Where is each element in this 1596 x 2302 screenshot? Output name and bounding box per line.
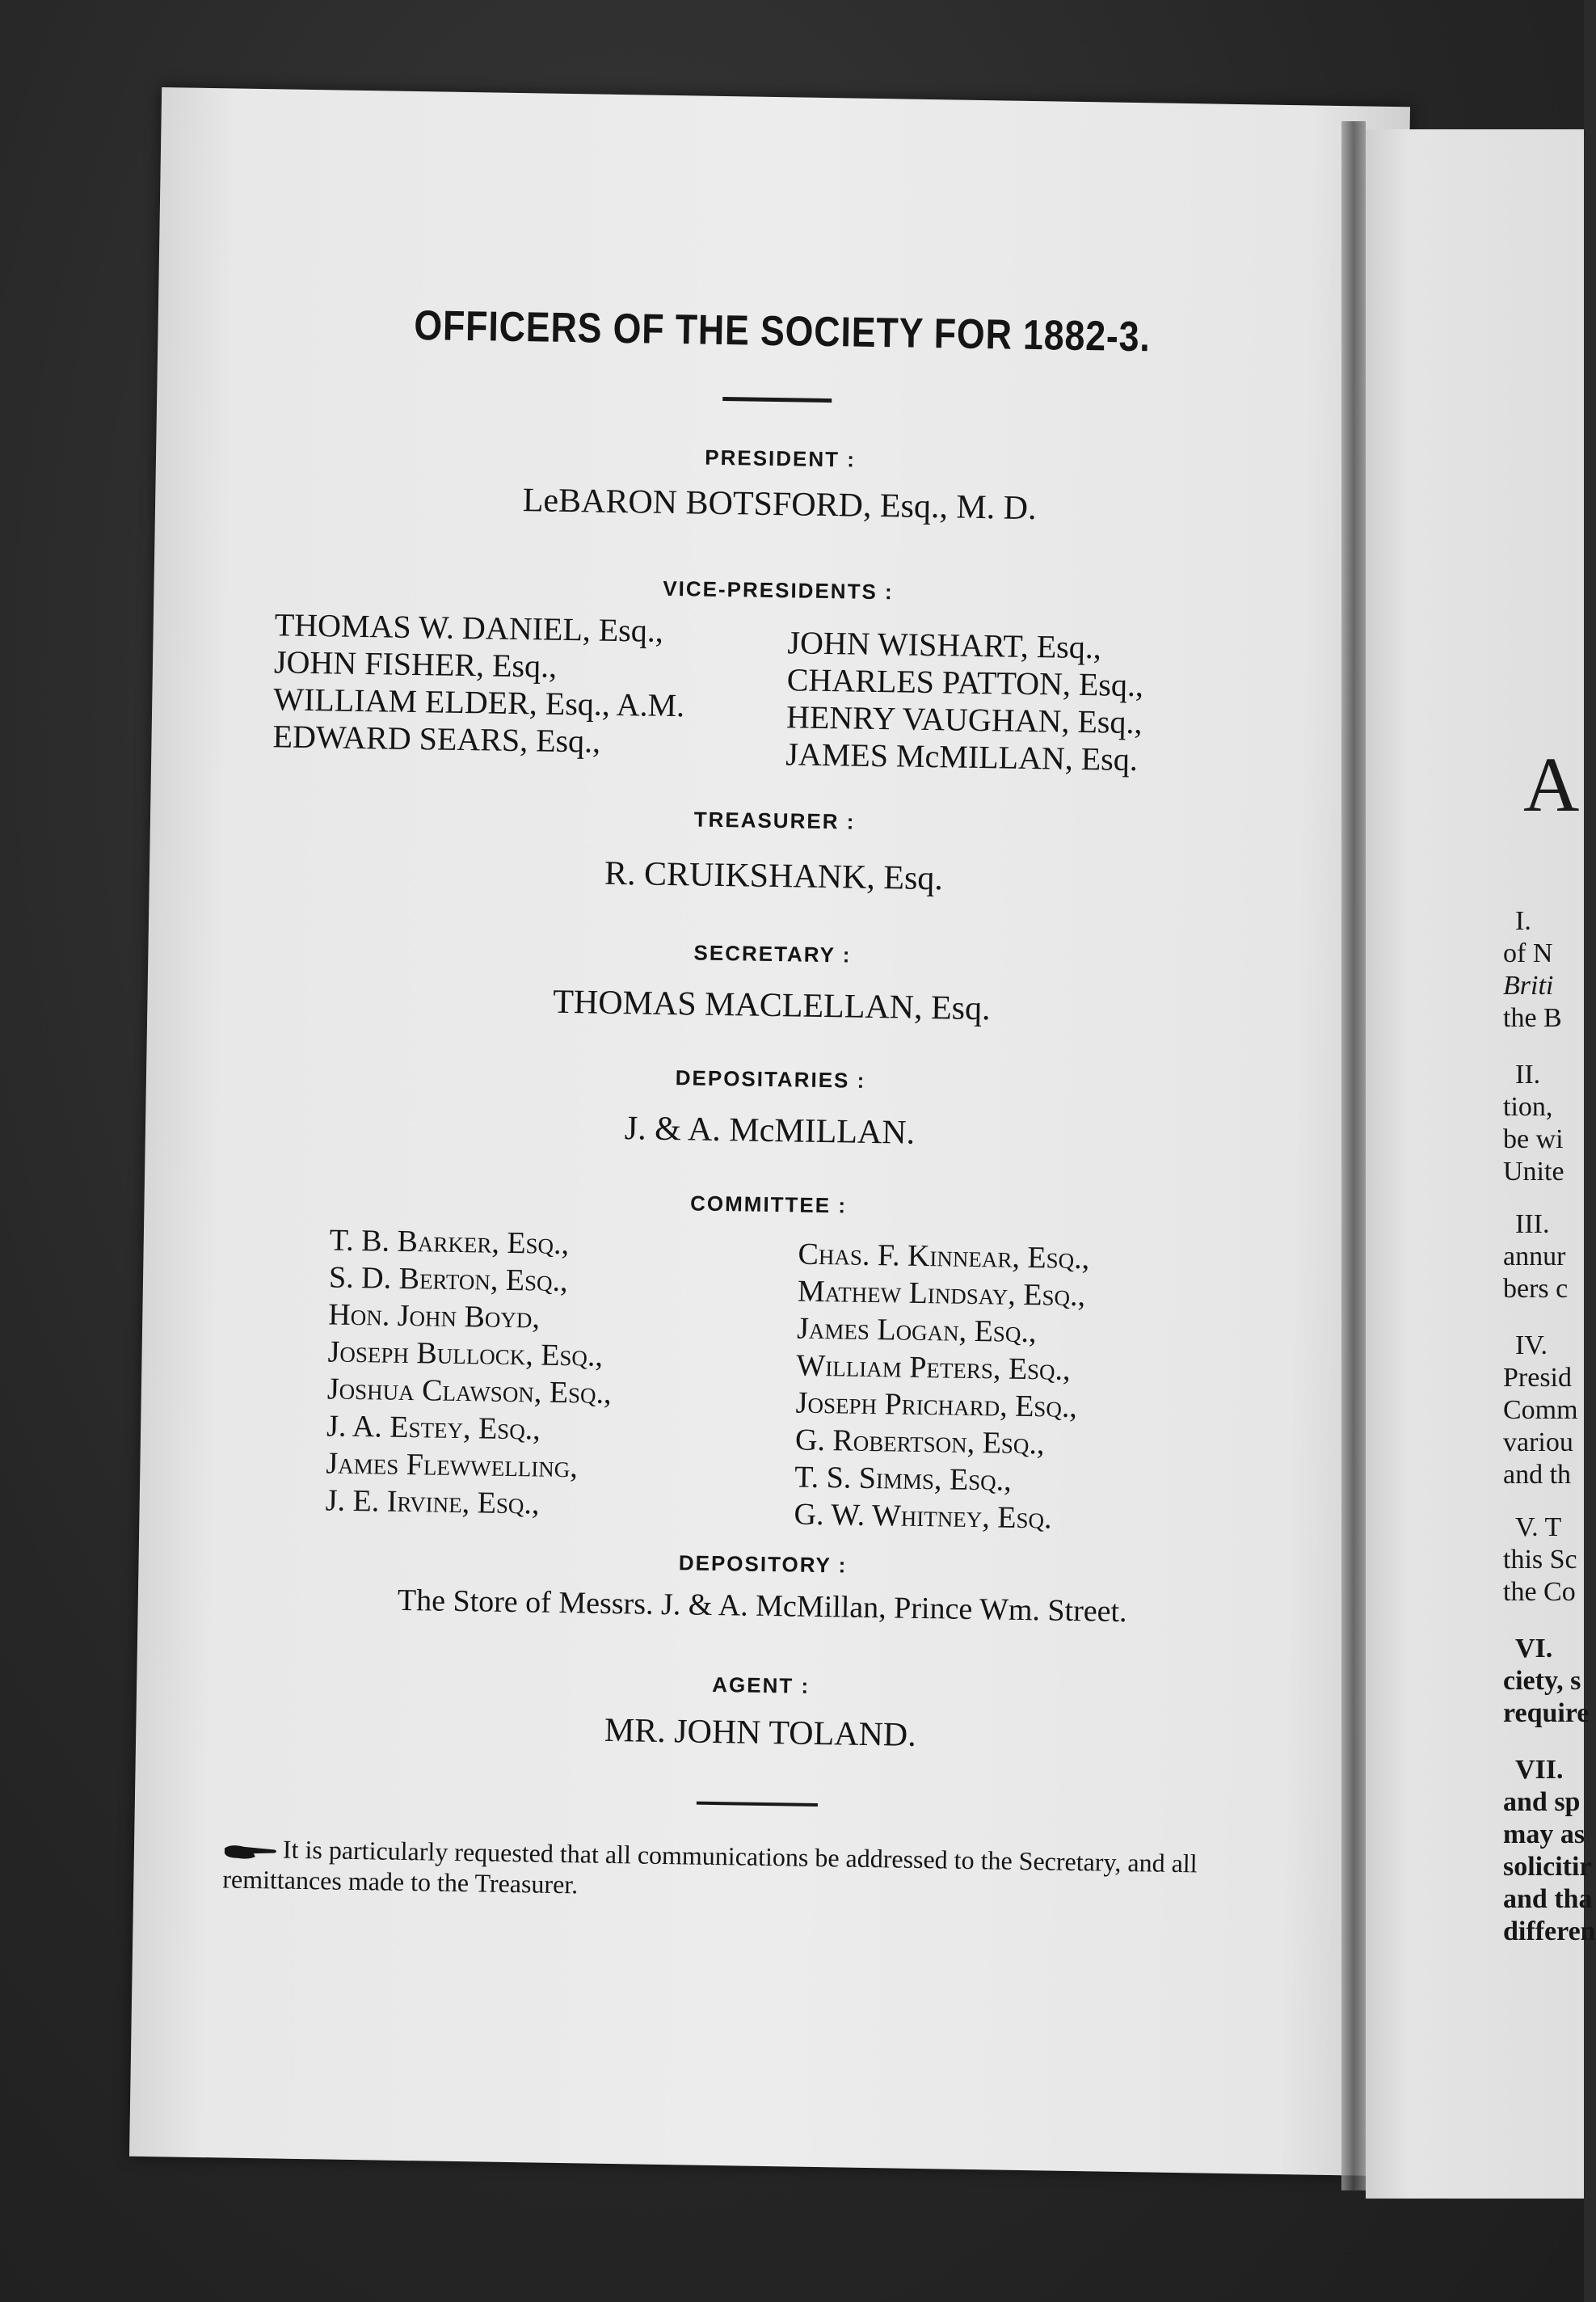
right-page-line: the B [1503, 1003, 1562, 1033]
vice-president-name: WILLIAM ELDER, Esq., A.M. [272, 681, 685, 724]
right-page-line: the Co [1503, 1577, 1576, 1607]
title-rule [722, 397, 832, 403]
committee-label: COMMITTEE : [689, 1191, 848, 1218]
vice-president-name: THOMAS W. DANIEL, Esq., [274, 606, 664, 649]
right-page-line: and tha [1503, 1884, 1593, 1914]
right-page-line: II. [1515, 1060, 1541, 1090]
committee-member: T. B. Barker, Esq., [329, 1223, 570, 1262]
agent-name: MR. JOHN TOLAND. [604, 1711, 917, 1754]
right-page-line: Briti [1503, 971, 1554, 1001]
right-page-line: be wi [1503, 1124, 1564, 1154]
book-gutter [1341, 121, 1366, 2190]
president-label: PRESIDENT : [705, 445, 857, 472]
committee-left-column [325, 1221, 613, 1523]
committee-member: G. W. Whitney, Esq. [794, 1497, 1052, 1536]
right-page-line: tion, [1503, 1092, 1553, 1122]
committee-member: Hon. John Boyd, [328, 1297, 541, 1335]
vice-president-name: JAMES McMILLAN, Esq. [785, 736, 1139, 778]
depositaries-label: DEPOSITARIES : [675, 1065, 866, 1093]
vice-presidents-label: VICE-PRESIDENTS : [663, 576, 894, 605]
right-page-line: require [1503, 1698, 1590, 1728]
committee-member: Joseph Bullock, Esq., [327, 1334, 604, 1373]
footer-rule [697, 1802, 818, 1807]
vice-presidents-right-column [785, 624, 1144, 778]
right-page-line: Comm [1503, 1395, 1578, 1425]
secretary-label: SECRETARY : [693, 940, 852, 968]
committee-member: James Flewwelling, [326, 1446, 579, 1485]
right-page-line: VI. [1515, 1634, 1553, 1663]
depository-label: DEPOSITORY : [678, 1550, 848, 1578]
right-page-line: Presid [1503, 1363, 1572, 1393]
committee-member: William Peters, Esq., [796, 1348, 1071, 1387]
right-page-line: V. T [1515, 1512, 1562, 1542]
right-page-line: variou [1503, 1427, 1573, 1457]
right-page-line: IV. [1515, 1330, 1548, 1360]
committee-member: S. D. Berton, Esq., [328, 1260, 568, 1299]
depositaries-name: J. & A. McMILLAN. [624, 1110, 916, 1152]
president-name: LeBARON BOTSFORD, Esq., M. D. [522, 482, 1037, 528]
right-page-line: annur [1503, 1242, 1566, 1271]
show-through-text: ​ [397, 440, 399, 539]
vice-president-name: EDWARD SEARS, Esq., [272, 718, 601, 760]
page-title: OFFICERS OF THE SOCIETY FOR 1882-3. [413, 301, 1152, 361]
right-page-line: of N [1503, 938, 1553, 968]
vice-president-name: CHARLES PATTON, Esq., [786, 661, 1144, 704]
pointing-hand-icon [223, 1841, 280, 1861]
committee-member: Mathew Lindsay, Esq., [797, 1274, 1086, 1313]
left-page [129, 87, 1410, 2176]
right-page-line: this Sc [1503, 1545, 1577, 1575]
committee-member: G. Robertson, Esq., [794, 1423, 1045, 1461]
committee-right-column [794, 1236, 1089, 1538]
treasurer-label: TREASURER : [693, 807, 856, 834]
committee-member: James Logan, Esq., [796, 1311, 1037, 1350]
right-page-line: VII. [1515, 1755, 1564, 1785]
right-page-line: and sp [1503, 1787, 1581, 1817]
secretary-name: THOMAS MACLELLAN, Esq. [552, 983, 991, 1028]
committee-member: Chas. F. Kinnear, Esq., [798, 1237, 1090, 1276]
right-page-line: ciety, s [1503, 1666, 1581, 1696]
vice-president-name: JOHN WISHART, Esq., [787, 624, 1102, 666]
right-page-line: I. [1515, 906, 1531, 936]
right-page-line: solicitir [1503, 1852, 1592, 1882]
vice-president-name: JOHN FISHER, Esq., [273, 643, 558, 685]
committee-member: Joseph Prichard, Esq., [795, 1385, 1078, 1425]
committee-member: T. S. Simms, Esq., [794, 1460, 1013, 1498]
right-page-line: differen [1503, 1916, 1596, 1946]
vice-presidents-left-column [272, 606, 686, 761]
right-page-line: bers c [1503, 1274, 1569, 1304]
right-page-line: Unite [1503, 1157, 1564, 1187]
right-page-line: and th [1503, 1460, 1572, 1490]
treasurer-name: R. CRUIKSHANK, Esq. [604, 854, 944, 898]
vice-president-name: HENRY VAUGHAN, Esq., [785, 698, 1143, 741]
committee-member: J. A. Estey, Esq., [326, 1409, 541, 1447]
right-page-line: III. [1515, 1209, 1550, 1239]
depository-text: The Store of Messrs. J. & A. McMillan, Prince Wm. Street. [397, 1583, 1127, 1630]
right-page-initial: A [1523, 741, 1580, 828]
right-page-line: may as [1503, 1819, 1585, 1849]
committee-member: J. E. Irvine, Esq., [325, 1483, 540, 1521]
agent-label: AGENT : [712, 1672, 811, 1698]
footnote-text: It is particularly requested that all communications be addressed to the Secretary, and all remittances made to the Treasurer. [222, 1834, 1198, 1899]
committee-member: Joshua Clawson, Esq., [326, 1372, 612, 1410]
footnote [222, 1832, 1322, 1911]
